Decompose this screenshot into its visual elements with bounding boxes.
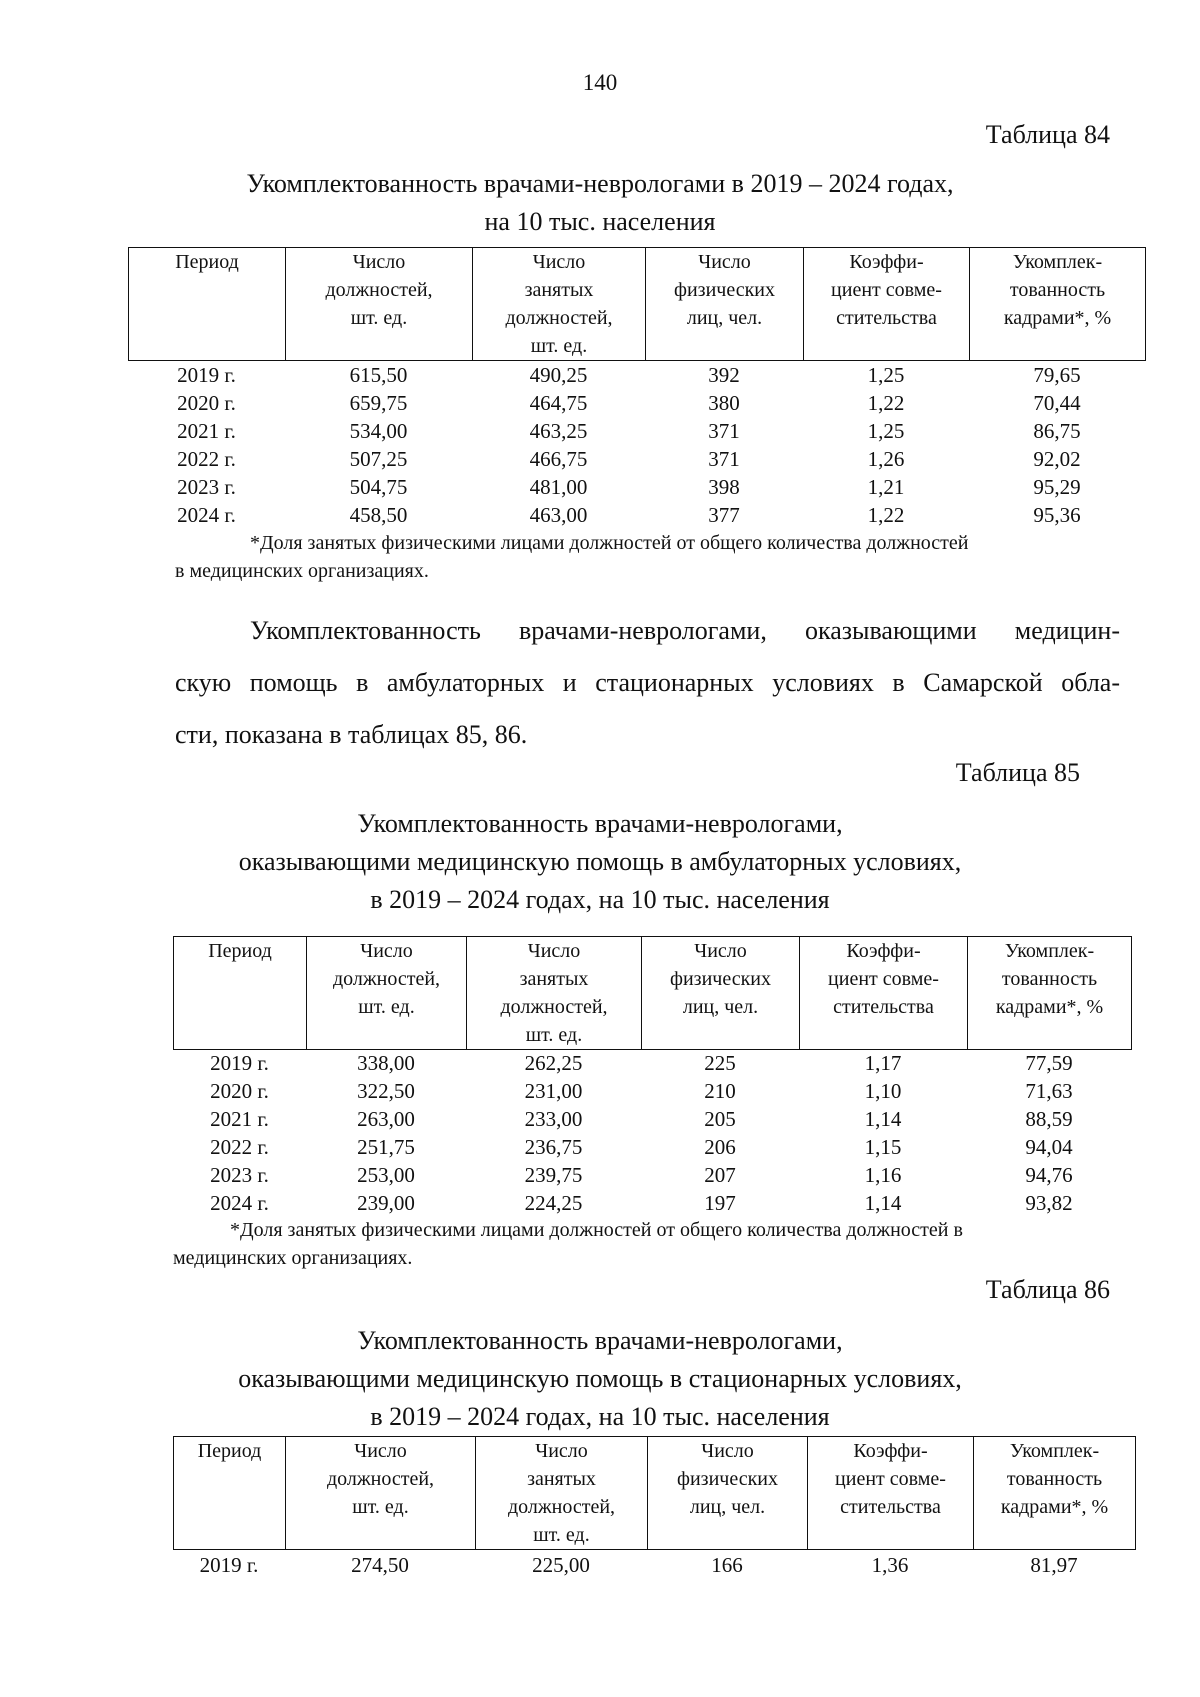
table-84-title [0, 165, 1200, 241]
table-cell: 1,21 [867, 475, 905, 499]
page-number: 140 [582, 70, 618, 95]
table-cell: 236,75 [524, 1135, 583, 1159]
table-cell: 466,75 [529, 447, 588, 471]
table-cell: 659,75 [349, 391, 408, 415]
column-header-staffing: Укомплек- тованность кадрами*, % [968, 937, 1132, 1050]
column-header-staffing: Укомплек- тованность кадрами*, % [974, 1437, 1136, 1550]
table-cell: 92,02 [1033, 447, 1081, 471]
table-cell: 2021 г. [177, 419, 236, 443]
table-cell: 225 [704, 1051, 736, 1075]
table-cell: 338,00 [357, 1051, 415, 1075]
table-cell: 263,00 [357, 1107, 415, 1131]
table-84-footnote [175, 529, 1130, 585]
table-cell: 77,59 [1025, 1051, 1073, 1075]
table-cell: 1,14 [864, 1191, 902, 1215]
table-cell: 81,97 [1030, 1553, 1078, 1577]
table-cell: 70,44 [1033, 391, 1081, 415]
table-row [173, 1105, 1131, 1133]
body-paragraph [175, 605, 1120, 761]
table-cell: 2021 г. [210, 1107, 269, 1131]
table-row [173, 1551, 1135, 1579]
table-cell: 210 [704, 1079, 736, 1103]
table-row [128, 389, 1145, 417]
table-cell: 1,36 [871, 1553, 909, 1577]
column-header-staffing: Укомплек- тованность кадрами*, % [970, 248, 1146, 361]
title-line: в 2019 – 2024 годах, на 10 тыс. населения [370, 1402, 830, 1431]
table-cell: 95,29 [1033, 475, 1081, 499]
footnote-line: *Доля занятых физическими лицами должностей от общего количества должностей [250, 532, 969, 554]
table-cell: 1,25 [867, 363, 905, 387]
table-cell: 2020 г. [177, 391, 236, 415]
table-cell: 274,50 [351, 1553, 409, 1577]
column-header-coefficient: Коэффи- циент совме- стительства [800, 937, 968, 1050]
column-header-period: Период [129, 248, 286, 361]
title-line: оказывающими медицинскую помощь в амбулаторных условиях, [238, 847, 962, 876]
table-cell: 2019 г. [177, 363, 236, 387]
table-cell: 206 [704, 1135, 736, 1159]
table-cell: 398 [708, 475, 740, 499]
table-cell: 93,82 [1025, 1191, 1073, 1215]
table-85-label: Таблица 85 [955, 758, 1080, 787]
table-cell: 1,26 [867, 447, 905, 471]
table-row [128, 501, 1145, 529]
table-cell: 233,00 [524, 1107, 583, 1131]
table-cell: 2019 г. [199, 1553, 259, 1577]
table-cell: 1,14 [864, 1107, 902, 1131]
title-line: в 2019 – 2024 годах, на 10 тыс. населения [370, 885, 830, 914]
table-cell: 392 [708, 363, 740, 387]
column-header-occupied: Число занятых должностей, шт. ед. [473, 248, 646, 361]
table-cell: 490,25 [529, 363, 588, 387]
table-cell: 2023 г. [177, 475, 236, 499]
table-84-body [128, 361, 1145, 529]
table-cell: 239,00 [357, 1191, 415, 1215]
table-84-label: Таблица 84 [985, 120, 1110, 149]
table-cell: 1,22 [867, 391, 905, 415]
table-86-body [173, 1551, 1135, 1579]
table-85-title [0, 805, 1200, 919]
paragraph-line: Укомплектованность врачами-неврологами, оказывающими медицин- [250, 616, 1120, 645]
table-cell: 71,63 [1025, 1079, 1073, 1103]
table-cell: 1,15 [864, 1135, 902, 1159]
footnote-line: в медицинских организациях. [175, 560, 429, 582]
table-cell: 166 [711, 1553, 743, 1577]
table-86-label: Таблица 86 [985, 1275, 1110, 1304]
table-cell: 463,00 [529, 503, 588, 527]
table-cell: 1,17 [864, 1051, 902, 1075]
table-cell: 94,04 [1025, 1135, 1073, 1159]
column-header-occupied: Число занятых должностей, шт. ед. [467, 937, 642, 1050]
column-header-persons: Число физических лиц, чел. [642, 937, 800, 1050]
table-cell: 88,59 [1025, 1107, 1073, 1131]
table-cell: 377 [708, 503, 740, 527]
table-cell: 371 [708, 447, 740, 471]
table-cell: 2019 г. [210, 1051, 269, 1075]
table-row [128, 473, 1145, 501]
table-row [173, 1189, 1131, 1217]
column-header-persons: Число физических лиц, чел. [648, 1437, 808, 1550]
table-cell: 464,75 [529, 391, 588, 415]
table-cell: 380 [708, 391, 740, 415]
table-cell: 253,00 [357, 1163, 415, 1187]
table-cell: 224,25 [524, 1191, 583, 1215]
table-row [173, 1049, 1131, 1077]
table-cell: 534,00 [349, 419, 408, 443]
table-cell: 481,00 [529, 475, 588, 499]
table-cell: 94,76 [1025, 1163, 1073, 1187]
footnote-line: *Доля занятых физическими лицами должностей от общего количества должностей в [230, 1219, 963, 1241]
table-cell: 231,00 [524, 1079, 583, 1103]
table-cell: 2024 г. [177, 503, 236, 527]
table-85-footnote [173, 1216, 1133, 1272]
table-cell: 79,65 [1033, 363, 1081, 387]
footnote-line: медицинских организациях. [173, 1247, 413, 1269]
column-header-positions: Число должностей, шт. ед. [286, 248, 473, 361]
title-line: Укомплектованность врачами-неврологами в 2019 – 2024 годах, [246, 169, 954, 198]
paragraph-line: сти, показана в таблицах 85, 86. [175, 720, 528, 749]
column-header-period: Период [174, 937, 307, 1050]
table-row [128, 417, 1145, 445]
title-line: оказывающими медицинскую помощь в стационарных условиях, [238, 1364, 962, 1393]
table-cell: 322,50 [357, 1079, 415, 1103]
column-header-positions: Число должностей, шт. ед. [307, 937, 467, 1050]
column-header-positions: Число должностей, шт. ед. [286, 1437, 476, 1550]
table-cell: 1,22 [867, 503, 905, 527]
table-cell: 2022 г. [210, 1135, 269, 1159]
table-86-header [173, 1436, 1136, 1550]
table-cell: 205 [704, 1107, 736, 1131]
table-cell: 262,25 [524, 1051, 583, 1075]
table-85-body [173, 1049, 1131, 1217]
title-line: Укомплектованность врачами-неврологами, [357, 809, 843, 838]
table-cell: 458,50 [349, 503, 408, 527]
table-cell: 1,16 [864, 1163, 902, 1187]
table-cell: 86,75 [1033, 419, 1081, 443]
title-line: Укомплектованность врачами-неврологами, [357, 1326, 843, 1355]
title-line: на 10 тыс. населения [484, 207, 716, 236]
table-cell: 463,25 [529, 419, 588, 443]
table-cell: 2024 г. [210, 1191, 269, 1215]
table-cell: 2020 г. [210, 1079, 269, 1103]
table-86-title [0, 1322, 1200, 1436]
table-cell: 197 [704, 1191, 736, 1215]
table-cell: 504,75 [349, 475, 408, 499]
table-cell: 615,50 [349, 363, 408, 387]
table-cell: 1,25 [867, 419, 905, 443]
table-row [173, 1077, 1131, 1105]
table-cell: 371 [708, 419, 740, 443]
table-row [128, 361, 1145, 389]
table-cell: 239,75 [524, 1163, 583, 1187]
column-header-persons: Число физических лиц, чел. [646, 248, 804, 361]
column-header-coefficient: Коэффи- циент совме- стительства [804, 248, 970, 361]
table-cell: 2023 г. [210, 1163, 269, 1187]
column-header-occupied: Число занятых должностей, шт. ед. [476, 1437, 648, 1550]
paragraph-line: скую помощь в амбулаторных и стационарных условиях в Самарской обла- [175, 668, 1120, 697]
table-cell: 251,75 [357, 1135, 415, 1159]
column-header-coefficient: Коэффи- циент совме- стительства [808, 1437, 974, 1550]
column-header-period: Период [174, 1437, 286, 1550]
table-row [128, 445, 1145, 473]
table-cell: 207 [704, 1163, 736, 1187]
table-cell: 225,00 [532, 1553, 590, 1577]
table-cell: 1,10 [864, 1079, 902, 1103]
table-84-header [128, 247, 1146, 361]
table-row [173, 1161, 1131, 1189]
table-85-header [173, 936, 1132, 1050]
table-cell: 507,25 [349, 447, 408, 471]
table-cell: 2022 г. [177, 447, 236, 471]
table-cell: 95,36 [1033, 503, 1081, 527]
table-row [173, 1133, 1131, 1161]
